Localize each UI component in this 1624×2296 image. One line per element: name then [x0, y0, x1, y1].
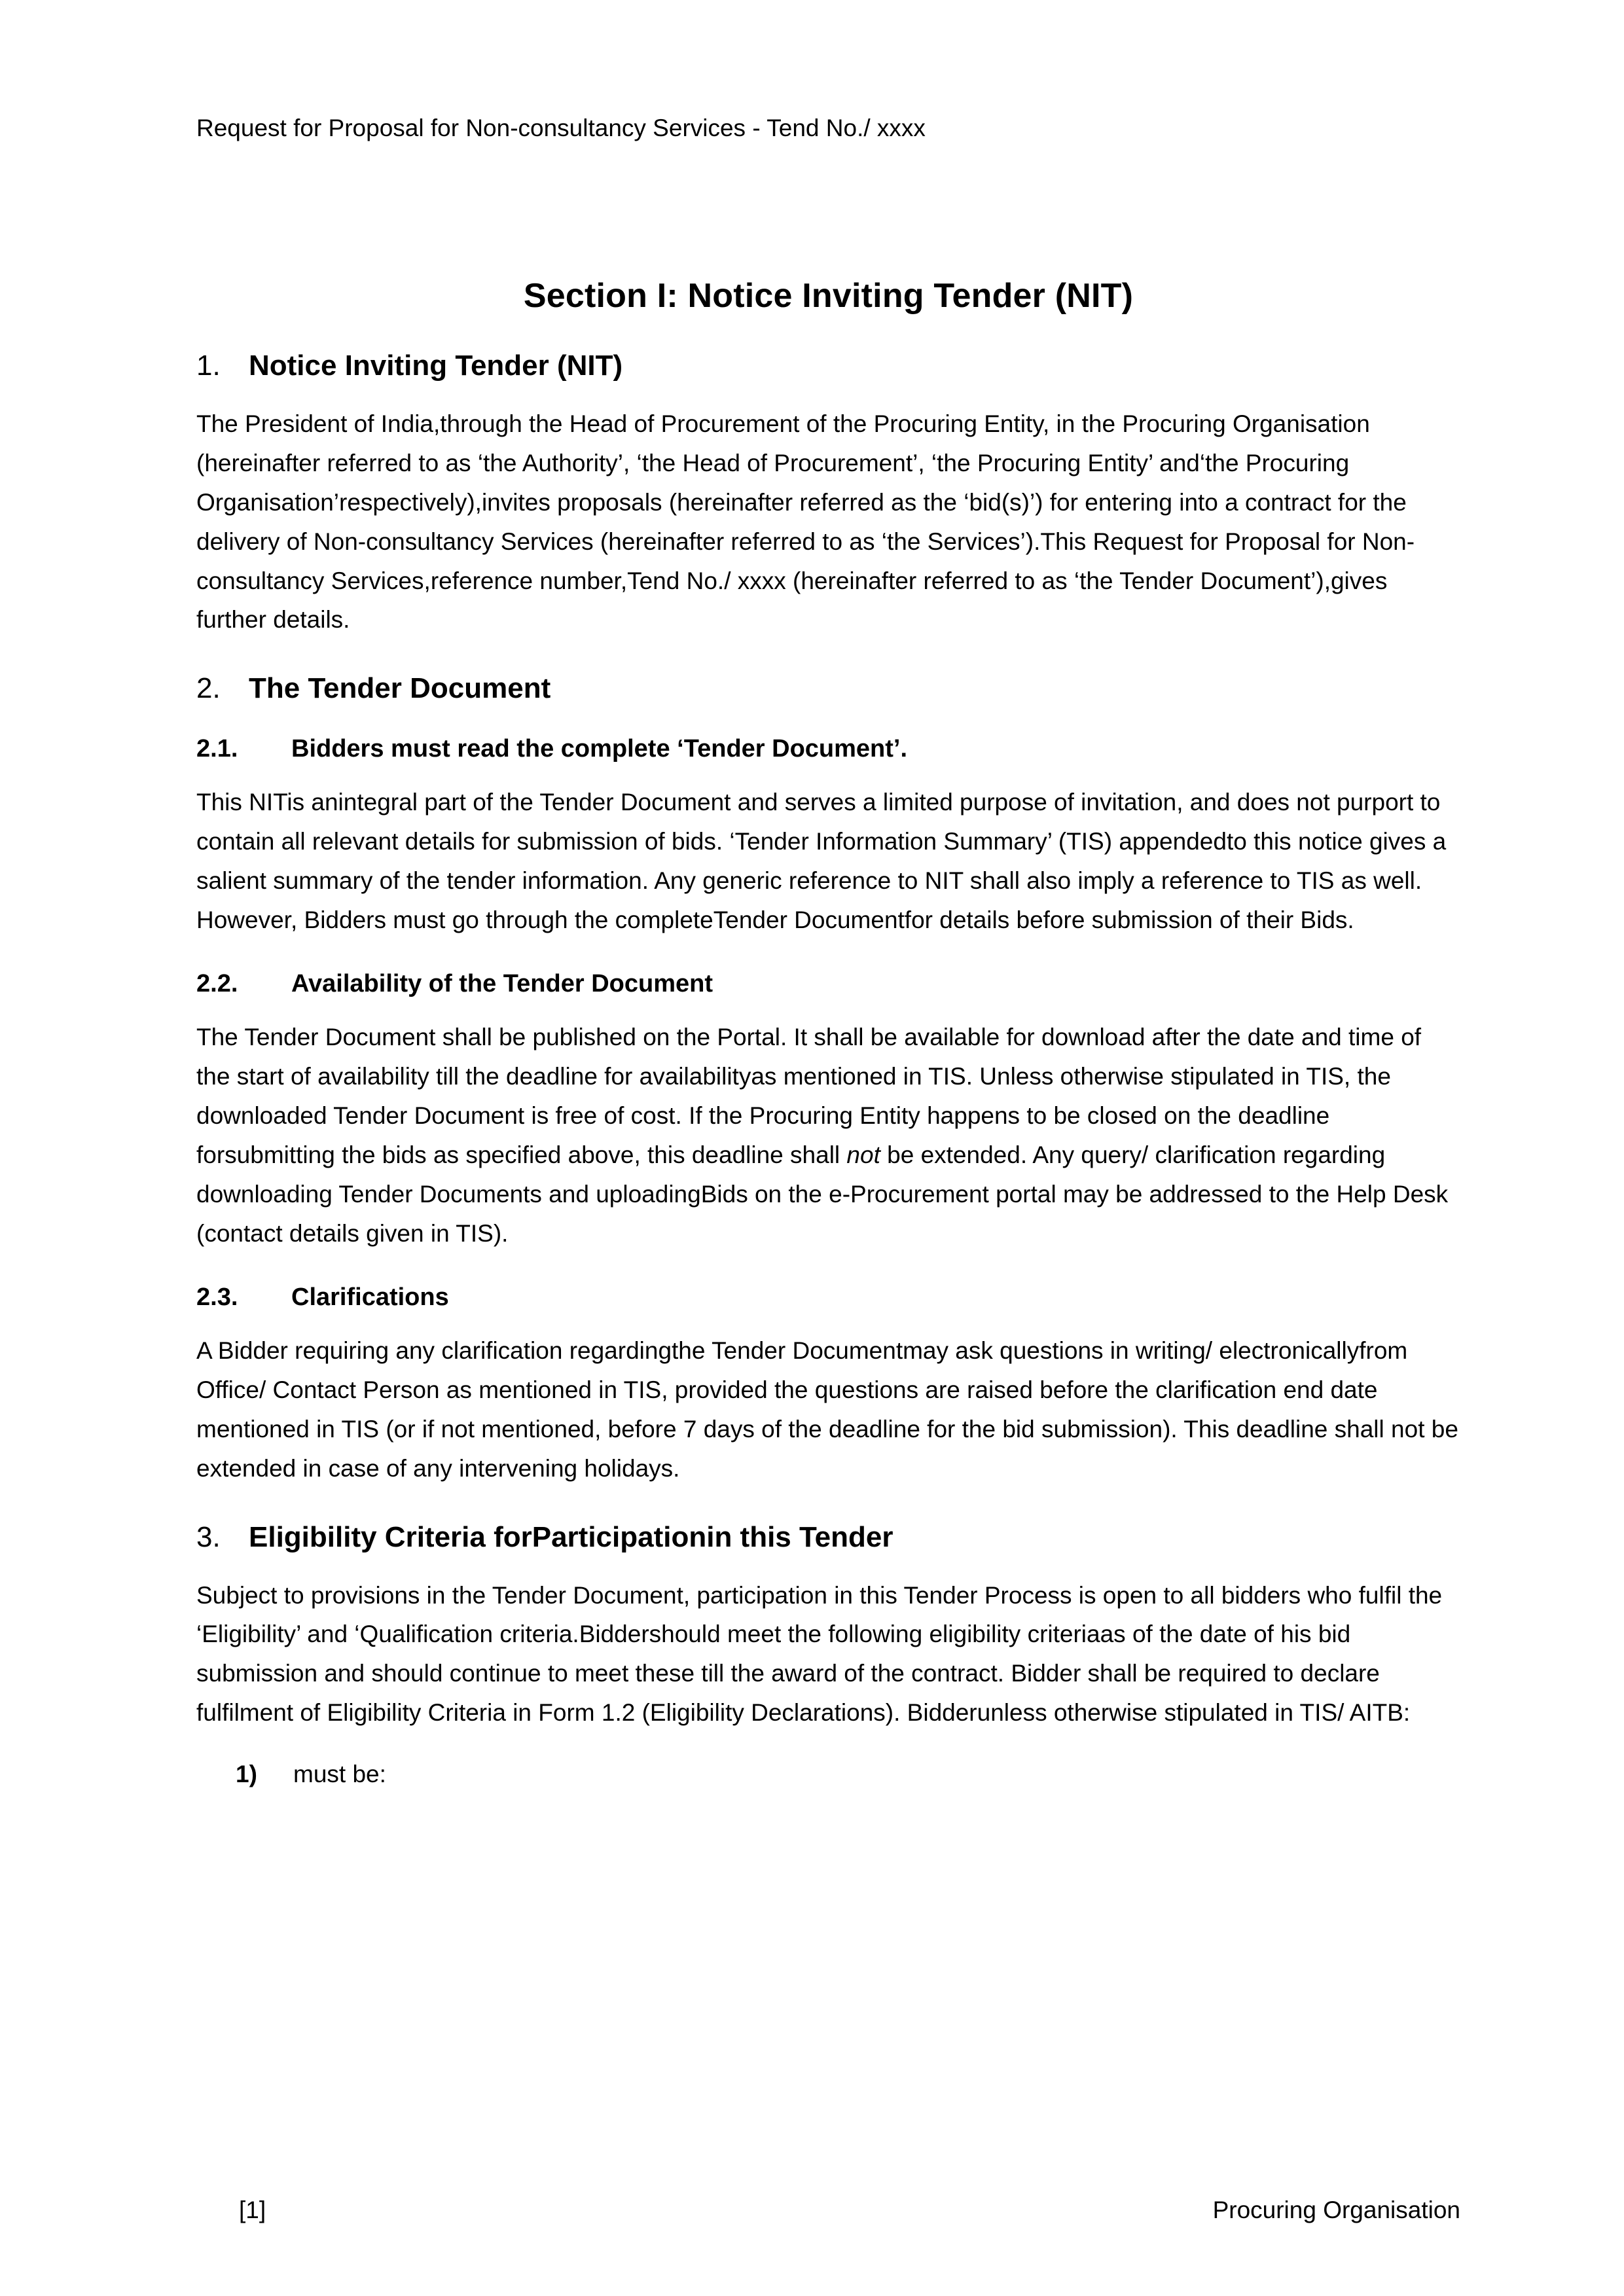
- subsection-heading-2-3: [196, 1283, 1460, 1312]
- section-heading-3: [196, 1521, 1460, 1554]
- footer-organisation: Procuring Organisation: [1212, 2197, 1460, 2223]
- subsection-2-1-paragraph: This NITis anintegral part of the Tender Document and serves a limited purpose of invitation, and does not purport to contain all relevant details for submission of bids. ‘Tender Information Summary’ (TIS) appendedto this notice gives a salient summary of the tender information. Any generic reference to NIT shall also imply a reference to TIS as well. However, Bidders must go through the completeTender Documentfor details before submission of their Bids.: [196, 789, 1447, 934]
- subsection-number: 2.1.: [196, 735, 238, 763]
- section-1-paragraph: The President of India,through the Head of Procurement of the Procuring Entity, in the Procuring Organisation (hereinafter referred to as ‘the Authority’, ‘the Head of Procurement’, ‘the Procuring Entity’ and‘the Procuring Organisation’respectively),invites proposals (hereinafter referred as the ‘bid(s)’) for entering into a contract for the delivery of Non-consultancy Services (hereinafter referred to as ‘the Services’).This Request for Proposal for Non-consultancy Services,reference number,Tend No./ xxxx (hereinafter referred to as ‘the Tender Document’),gives further details.: [196, 410, 1415, 634]
- subsection-2-3-paragraph: A Bidder requiring any clarification regardingthe Tender Documentmay ask questions in writing/ electronicallyfrom Office/ Contact Person as mentioned in TIS, provided the questions are raised before the clarification end date mentioned in TIS (or if not mentioned, before 7 days of the deadline for the bid submission). This deadline shall not be extended in case of any intervening holidays.: [196, 1336, 1458, 1482]
- section-title: The Tender Document: [249, 672, 551, 705]
- section-3-paragraph: Subject to provisions in the Tender Document, participation in this Tender Process is open to all bidders who fulfil the ‘Eligibility’ and ‘Qualification criteria.Biddershould meet the following eligibility criteriaas of the date of his bid submission and should continue to meet these till the award of the contract. Bidder shall be required to declare fulfilment of Eligibility Criteria in Form 1.2 (Eligibility Declarations). Bidderunless otherwise stipulated in TIS/ AITB:: [196, 1581, 1443, 1727]
- subsection-title: Availability of the Tender Document: [291, 970, 713, 998]
- list-item-marker: 1): [236, 1761, 257, 1788]
- section-heading-1: [196, 350, 1460, 382]
- subsection-title: Bidders must read the complete ‘Tender Document’.: [291, 735, 908, 763]
- paragraph-italic-word: not: [846, 1141, 880, 1168]
- page-footer: [196, 2197, 1460, 2224]
- page-header: Request for Proposal for Non-consultancy Services - Tend No./ xxxx: [196, 115, 926, 141]
- section-number: 2.: [196, 672, 221, 705]
- section-number: 1.: [196, 349, 221, 382]
- page-number: [1]: [239, 2197, 266, 2223]
- subsection-heading-2-1: [196, 735, 1460, 763]
- paragraph-part-2: be extended. Any query/ clarification regarding downloading Tender Documents and uploadingBids on the e-Procurement portal may be addressed to the Help Desk (contact details given in TIS).: [196, 1141, 1449, 1247]
- list-item-label: must be:: [293, 1761, 386, 1788]
- subsection-heading-2-2: [196, 970, 1460, 998]
- page-title: Section I: Notice Inviting Tender (NIT): [523, 276, 1134, 315]
- subsection-title: Clarifications: [291, 1283, 449, 1311]
- section-heading-2: [196, 672, 1460, 705]
- subsection-number: 2.3.: [196, 1283, 238, 1311]
- section-number: 3.: [196, 1520, 221, 1553]
- subsection-number: 2.2.: [196, 970, 238, 998]
- paragraph-part-1: The Tender Document shall be published on the Portal. It shall be available for download after the date and time of the start of availability till the deadline for availabilityas mentioned in TIS. Unless otherwise stipulated in TIS, the downloaded Tender Document is free of cost. If the Procuring Entity happens to be closed on the deadline forsubmitting the bids as specified above, this deadline shall: [196, 1024, 1422, 1168]
- subsection-2-2-paragraph: [196, 1018, 1460, 1253]
- section-title: Eligibility Criteria forParticipationin this Tender: [249, 1520, 893, 1553]
- section-title: Notice Inviting Tender (NIT): [249, 349, 623, 382]
- list-item: [196, 1755, 1460, 1794]
